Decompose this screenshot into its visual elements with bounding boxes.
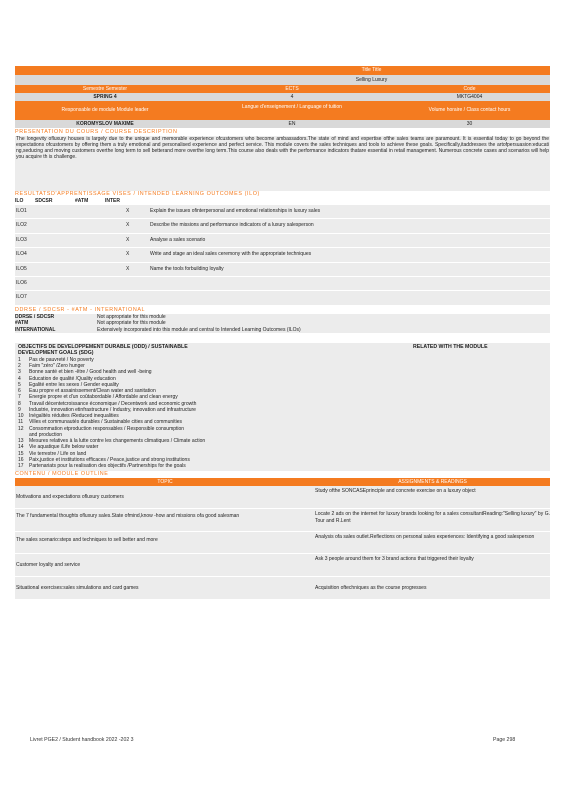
ilo-mark [126, 277, 150, 290]
code-label: Code [463, 86, 476, 92]
sdg-text: Consommation etproduction responsables / Responsible consumption and production [29, 425, 185, 438]
ilo-mark: X [126, 236, 130, 243]
outline-row [15, 554, 550, 577]
sdg-number: 7 [18, 394, 21, 401]
sdg-text: Bonne santé et bien -être / Good health and well -being [29, 369, 152, 376]
outline-header-row [15, 478, 550, 486]
presentation-heading: PRESENTATION DU COURS / COURSE DESCRIPTION [15, 129, 178, 135]
ilo-text: Analyse a sales scenario [150, 236, 206, 243]
sdg-number: 5 [18, 381, 21, 388]
sdg-text: Egalité entre les sexes / Gender equality [29, 381, 119, 388]
ilo-col-sdcsr: SDCSR [35, 198, 53, 204]
sdg-number: 1 [18, 356, 21, 363]
sdg-number: 2 [18, 363, 21, 370]
sdg-related-label: RELATED WITH THE MODULE [413, 343, 488, 350]
sdg-heading [18, 344, 413, 357]
ilo-code: ILO6 [16, 279, 27, 286]
sdg-heading-line1: OBJECTIFS DE DEVELOPPEMENT DURABLE (ODD) / SUSTAINABLE [18, 343, 188, 350]
sdg-text: Inégalités réduites /Reduced inequalities [29, 413, 119, 420]
ects-label: ECTS [285, 86, 299, 92]
sdg-text: Energie propre et d'un coûtabordable / Affordable and clean energy [29, 394, 178, 401]
ilo-text [150, 291, 550, 304]
ilo-code: ILO7 [16, 294, 27, 301]
sdg-number: 4 [18, 375, 21, 382]
ilo-mark [126, 291, 150, 304]
sdg-heading-line2: DEVELOPMENT GOALS (SDG) [18, 350, 94, 357]
hours-label: Volume horaire / Class contact hours [428, 107, 511, 113]
ilo-row [15, 263, 550, 277]
ilo-col-atm: #ATM [75, 198, 89, 204]
sdg-text: Vie terrestre / Life on land [29, 450, 87, 457]
sdg-number: 3 [18, 369, 21, 376]
sdg-number: 16 [18, 456, 24, 463]
outline-topic: Customer loyalty and service [16, 562, 81, 569]
ilo-col-ilo: ILO [15, 198, 24, 204]
sdg-text: Vie aquatique /Life below water [29, 444, 99, 451]
ilo-code: ILO2 [16, 222, 27, 229]
leader-label-row [15, 101, 550, 120]
title-label: Title Title [361, 67, 382, 73]
outline-row [15, 577, 550, 600]
sdg-item [18, 426, 549, 439]
ilo-mark: X [126, 208, 130, 214]
sdg-header [18, 344, 549, 357]
sdg-text: Pas de pauvreté / No poverty [29, 356, 94, 363]
responsible-label: Responsable de module Module leader [61, 107, 149, 113]
mode-text: Not appropriate for this module [97, 313, 166, 320]
ilo-text: Describe the missions and performance indicators of a luxury salesperson [150, 222, 314, 229]
sdg-text: Industrie, innovation etinfrastructure / Industry, innovation and infrastructure [29, 406, 196, 413]
ilo-code: ILO3 [16, 236, 27, 243]
outline-topic: The sales scenario:steps and techniques to sell better and more [16, 537, 158, 544]
sdg-text: Faim "zéro" /Zero hunger [29, 363, 85, 370]
ects-value: 4 [290, 94, 294, 100]
ilo-row [15, 291, 550, 305]
ilo-row [15, 219, 550, 233]
ilo-heading: RESULTATSD'APPRENTISSAGE VISES / INTENDED LEARNING OUTCOMES (ILO) [15, 191, 260, 197]
sdg-number: 6 [18, 388, 21, 395]
outline-topic: Situational exercises:sales simulations and card games [16, 585, 139, 592]
sdg-text: Mesures relatives à la lutte contre les changements climatiques / Climate action [29, 438, 206, 445]
outline-row [15, 532, 550, 554]
mode-text: Extensively incorporated into this module and central to Intended Learning Outcomes (ILOs) [97, 326, 301, 333]
ilo-code: ILO4 [16, 251, 27, 258]
sdg-text: Paix,justice et institutions efficaces / Peace,justice and strong institutions [29, 456, 190, 463]
ilo-code: ILO1 [16, 208, 27, 214]
mode-row [15, 327, 550, 333]
outline-table [15, 486, 550, 600]
sdg-number: 15 [18, 450, 24, 457]
outline-row [15, 486, 550, 509]
mode-label: #ATM [15, 320, 29, 327]
outline-assign: Acquisition oftechniques as the course progresses [315, 585, 427, 592]
ilo-row [15, 205, 550, 219]
semester-value: SPRING 4 [93, 94, 117, 100]
ilo-col-inter: INTER [105, 198, 120, 204]
title-value-row [15, 75, 550, 85]
sdg-number: 12 [18, 425, 24, 432]
mode-label: INTERNATIONAL [15, 326, 56, 333]
modes-heading: DDRSE / SDCSR - #ATM - INTERNATIONAL [15, 306, 146, 313]
ilo-mark: X [126, 222, 130, 229]
ilo-row [15, 234, 550, 248]
mode-label: DDRSE / SDCSR [15, 313, 55, 320]
footer-page-number: Page 298 [493, 737, 516, 743]
sdg-table [15, 343, 550, 472]
sdg-text: Travail décentetcroissance économique / Decentwork and economic growth [29, 400, 197, 407]
ilo-text [150, 277, 550, 290]
semester-label: Semestre Semester [82, 86, 128, 92]
ilo-mark: X [126, 251, 130, 258]
title-label-row [15, 66, 550, 75]
footer-handbook: Livret PGE2 / Student handbook 2022 -202 3 [30, 737, 134, 743]
sdg-text: Education de qualité /Quality education [29, 375, 116, 382]
sdg-number: 14 [18, 444, 24, 451]
semester-value-row [15, 93, 550, 101]
outline-assign: Analysis ofa sales outlet.Reflections on personal sales experiences: Identifying a good salesperson [315, 534, 535, 541]
language-label: Langue d'enseignement / Language of tuition [242, 104, 342, 110]
modes-table [15, 314, 550, 333]
outline-col-assign: ASSIGNMENTS & READINGS [398, 479, 467, 486]
course-description: The longevity ofluxury houses is largely due to the unique and memorable experience ofcustomers who become ambassadors.The state of mind and expertise ofthe sales teams are paramount. It is essential today to go beyond the expectations ofcustomers by offering them a truly emotional and personalised experience and perfect service. This module covers the sales techniques and tools to achieve these goals. Specifically,itaddresses the artofpersuasion:educati ng,seducing and moving customers overthe long term to sell betterand more overthe long term.This course also deals with the performance indicators thatare essential in retail management. Numerous concrete cases and scenarios will help you acquire th is challenge. [15, 136, 550, 191]
ilo-mark: X [126, 265, 130, 272]
ilo-text: Explain the issues ofinterpersonal and emotional relationships in luxury sales [150, 208, 321, 214]
leader-value-row [15, 120, 550, 128]
semester-label-row [15, 85, 550, 93]
sdg-number: 13 [18, 438, 24, 445]
ilo-row [15, 248, 550, 262]
sdg-text: Partenariats pour la realisation des objectifs /Partnerships for the goals [29, 463, 186, 470]
sdg-list [18, 357, 549, 470]
outline-topic: Motivations and expectations ofluxury customers [16, 494, 124, 501]
sdg-text: Eau propre et assainissement/Clean water and sanitation [29, 388, 156, 395]
course-title: Selling Luxury [355, 77, 388, 83]
code-value: MKTG4004 [456, 94, 483, 100]
sdg-item [18, 463, 549, 469]
sdg-number: 17 [18, 463, 24, 470]
outline-assign: Study ofthe SONCASEprinciple and concrete exercise on a luxury object [315, 488, 476, 495]
outline-row [15, 509, 550, 532]
hours-value: 30 [466, 121, 473, 127]
outline-assign: Ask 3 people around them for 3 brand actions that triggered their loyalty [315, 556, 474, 563]
mode-text: Not appropriate for this module [97, 320, 166, 327]
responsible-value: KOROMYSLOV MAXIME [76, 121, 134, 127]
outline-heading: CONTENU / MODULE OUTLINE [15, 471, 109, 478]
ilo-text: Write and stage an ideal sales ceremony with the appropriate techniques [150, 251, 312, 258]
sdg-number: 11 [18, 419, 24, 426]
sdg-text: Villes et communautés durables / Sustainable cities and communities [29, 419, 183, 426]
sdg-number: 8 [18, 400, 21, 407]
sdg-number: 10 [18, 413, 24, 420]
ilo-row [15, 277, 550, 291]
ilo-header-row [15, 198, 550, 205]
ilo-table [15, 205, 550, 306]
outline-topic: The 7 fundamental thoughts ofluxury sales.State ofmind,know -how and missions ofa good salesman [16, 513, 240, 520]
outline-col-topic: TOPIC [157, 479, 173, 486]
ilo-text: Name the tools forbuilding loyalty [150, 265, 224, 272]
outline-assign: Locate 2 ads on the internet for luxury brands looking for a sales consultantReading:"Selling luxury" by G. Tour and R.Lent [315, 511, 550, 524]
ilo-code: ILO5 [16, 265, 27, 272]
language-value: EN [288, 121, 296, 127]
syllabus-page [15, 66, 550, 600]
sdg-number: 9 [18, 406, 21, 413]
